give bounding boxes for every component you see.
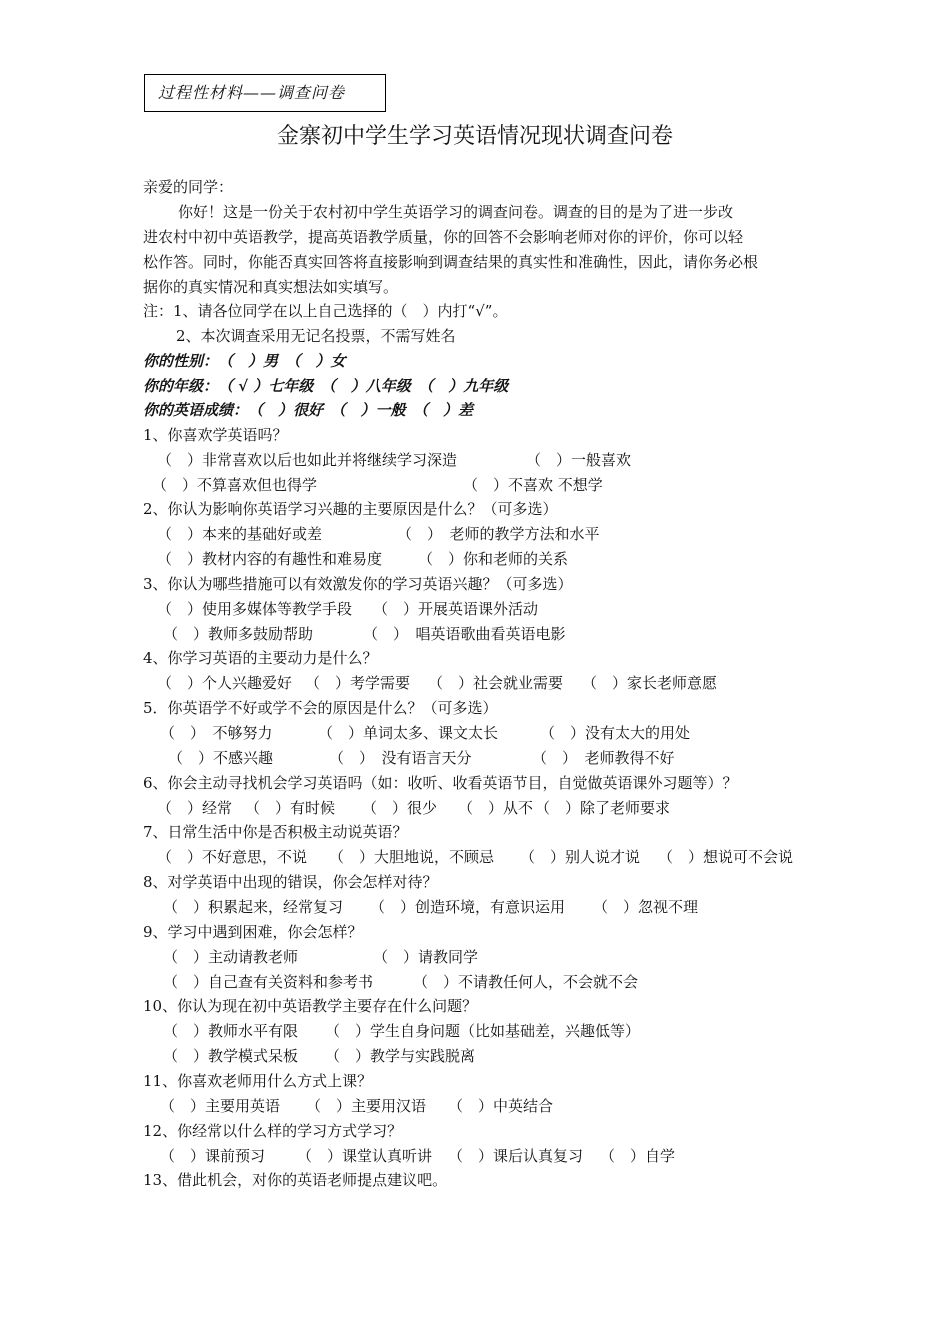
option[interactable]: （ ）有时候: [245, 799, 336, 817]
option[interactable]: （ ）教师多鼓励帮助: [163, 625, 314, 643]
option[interactable]: （ ）一般喜欢: [526, 451, 632, 469]
option[interactable]: （ ） 老师的教学方法和水平: [397, 525, 600, 543]
option[interactable]: （ ）家长老师意愿: [582, 674, 718, 692]
option[interactable]: （ ）很少: [362, 799, 438, 817]
option[interactable]: （ ）开展英语课外活动: [373, 600, 539, 618]
option[interactable]: （ ）不请教任何人，不会就不会: [413, 973, 639, 991]
note-1: 注：1、请各位同学在以上自己选择的（ ）内打“√”。: [143, 302, 508, 320]
question-9: 9、学习中遇到困难，你会怎样？: [143, 923, 363, 941]
option[interactable]: （ ）没有太大的用处: [540, 724, 691, 742]
option[interactable]: （ ） 唱英语歌曲看英语电影: [363, 625, 566, 643]
score-field: 你的英语成绩： （ ）很好 （ ）一般 （ ）差: [143, 401, 474, 419]
option[interactable]: （ ）大胆地说，不顾忌: [329, 848, 495, 866]
option[interactable]: （ ）从不: [458, 799, 534, 817]
question-10: 10、你认为现在初中英语教学主要存在什么问题？: [143, 997, 478, 1015]
option[interactable]: （ ）课前预习: [160, 1147, 266, 1165]
grade-field: 你的年级： （ √ ）七年级 （ ）八年级 （ ）九年级: [143, 377, 509, 395]
section-tag: 过程性材料——调查问卷: [144, 74, 386, 112]
question-1: 1、你喜欢学英语吗？: [143, 426, 288, 444]
question-7: 7、日常生活中你是否积极主动说英语？: [143, 823, 408, 841]
option[interactable]: （ ）不算喜欢但也得学: [152, 476, 318, 494]
question-8: 8、对学英语中出现的错误，你会怎样对待？: [143, 873, 438, 891]
option[interactable]: （ ）主要用汉语: [306, 1097, 427, 1115]
option[interactable]: （ ） 不够努力: [160, 724, 273, 742]
question-13: 13、借此机会，对你的英语老师提点建议吧。: [143, 1171, 448, 1189]
note-2: 2、本次调查采用无记名投票，不需写姓名: [176, 327, 456, 345]
option[interactable]: （ ）经常: [157, 799, 233, 817]
intro-line: 据你的真实情况和真实想法如实填写。: [143, 278, 399, 296]
option[interactable]: （ ）社会就业需要: [428, 674, 564, 692]
gender-field: 你的性别： （ ）男 （ ）女: [143, 352, 346, 370]
option[interactable]: （ ）教学与实践脱离: [325, 1047, 476, 1065]
option[interactable]: （ ）非常喜欢以后也如此并将继续学习深造: [157, 451, 458, 469]
question-5: 5．你英语学不好或学不会的原因是什么？（可多选）: [143, 699, 498, 717]
option[interactable]: （ ）单词太多、课文太长: [318, 724, 499, 742]
option[interactable]: （ ） 没有语言天分: [329, 749, 472, 767]
question-12: 12、你经常以什么样的学习方式学习？: [143, 1122, 403, 1140]
option[interactable]: （ ）别人说才说: [520, 848, 641, 866]
option[interactable]: （ ）创造环境，有意识运用: [370, 898, 566, 916]
option[interactable]: （ ）除了老师要求: [535, 799, 671, 817]
option[interactable]: （ ）课后认真复习: [448, 1147, 584, 1165]
option[interactable]: （ ）主要用英语: [160, 1097, 281, 1115]
option[interactable]: （ ）主动请教老师: [163, 948, 299, 966]
option[interactable]: （ ）忽视不理: [593, 898, 699, 916]
option[interactable]: （ ）自学: [600, 1147, 676, 1165]
question-4: 4、你学习英语的主要动力是什么？: [143, 649, 378, 667]
page-title: 金寨初中学生学习英语情况现状调查问卷: [276, 124, 673, 149]
option[interactable]: （ ）使用多媒体等教学手段: [157, 600, 353, 618]
greeting: 亲爱的同学：: [143, 178, 234, 196]
question-3: 3、你认为哪些措施可以有效激发你的学习英语兴趣？（可多选）: [143, 575, 573, 593]
option[interactable]: （ ） 老师教得不好: [532, 749, 675, 767]
question-2: 2、你认为影响你英语学习兴趣的主要原因是什么？（可多选）: [143, 500, 558, 518]
intro-line: 进农村中初中英语教学，提高英语教学质量，你的回答不会影响老师对你的评价，你可以轻: [143, 228, 744, 246]
option[interactable]: （ ）积累起来，经常复习: [163, 898, 344, 916]
intro-line: 你好！这是一份关于农村初中学生英语学习的调查问卷。调查的目的是为了进一步改: [178, 203, 734, 221]
question-11: 11、你喜欢老师用什么方式上课？: [143, 1072, 373, 1090]
option[interactable]: （ ）学生自身问题（比如基础差，兴趣低等）: [325, 1022, 641, 1040]
option[interactable]: （ ）教材内容的有趣性和难易度: [157, 550, 383, 568]
intro-line: 松作答。同时，你能否真实回答将直接影响到调查结果的真实性和准确性，因此，请你务必根: [143, 253, 759, 271]
option[interactable]: （ ）教师水平有限: [163, 1022, 299, 1040]
question-6: 6、你会主动寻找机会学习英语吗（如：收听、收看英语节目，自觉做英语课外习题等）？: [143, 774, 738, 792]
option[interactable]: （ ）中英结合: [448, 1097, 554, 1115]
option[interactable]: （ ）自己查有关资料和参考书: [163, 973, 374, 991]
option[interactable]: （ ）不好意思，不说: [157, 848, 308, 866]
option[interactable]: （ ）个人兴趣爱好: [157, 674, 293, 692]
option[interactable]: （ ）你和老师的关系: [418, 550, 569, 568]
option[interactable]: （ ）不感兴趣: [168, 749, 274, 767]
option[interactable]: （ ）本来的基础好或差: [157, 525, 323, 543]
option[interactable]: （ ）请教同学: [373, 948, 479, 966]
option[interactable]: （ ）不喜欢 不想学: [463, 476, 603, 494]
option[interactable]: （ ）想说可不会说: [658, 848, 794, 866]
option[interactable]: （ ）课堂认真听讲: [297, 1147, 433, 1165]
option[interactable]: （ ）教学模式呆板: [163, 1047, 299, 1065]
option[interactable]: （ ）考学需要: [305, 674, 411, 692]
